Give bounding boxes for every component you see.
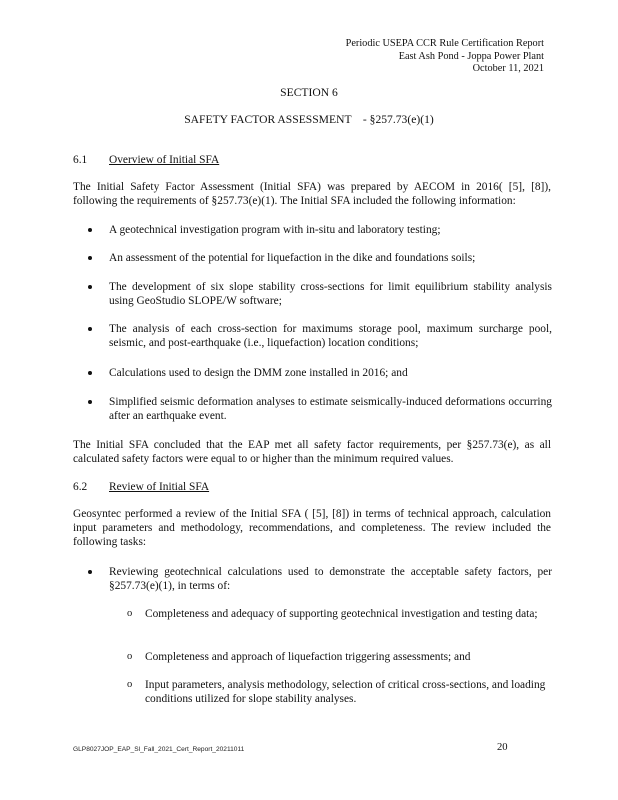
sub-bullet-marker: o xyxy=(127,651,133,662)
s62-sub-item-3-text: Input parameters, analysis methodology, selection of critical cross-sections, and loading conditions utilized for slope stability analyses. xyxy=(145,679,546,705)
s62-sub-item-1 xyxy=(127,607,552,621)
s61-bullet-5 xyxy=(88,366,552,380)
section-title: SECTION 6 xyxy=(280,86,338,99)
sub-bullet-marker: o xyxy=(127,608,133,619)
bullet-icon xyxy=(88,371,92,375)
s61-bullet-5-text: Calculations used to design the DMM zone installed in 2016; and xyxy=(109,367,408,379)
heading-6-1-title: Overview of Initial SFA xyxy=(109,154,220,166)
s61-bullet-3-text: The development of six slope stability cross-sections for limit equilibrium stability analysis using GeoStudio SLOPE/W software; xyxy=(109,281,552,307)
s62-bullet-1 xyxy=(88,565,552,593)
heading-6-2-title: Review of Initial SFA xyxy=(109,481,210,493)
s61-bullet-2-text: An assessment of the potential for liquefaction in the dike and foundations soils; xyxy=(109,252,476,264)
s62-intro-paragraph: Geosyntec performed a review of the Initial SFA ( [5], [8]) in terms of technical approach, calculation input parameters and methodology, recommendations, and completeness. The review included the following tasks: xyxy=(73,508,551,548)
sub-bullet-marker: o xyxy=(127,679,133,690)
s61-bullet-1-text: A geotechnical investigation program with in-situ and laboratory testing; xyxy=(109,224,441,236)
s62-sub-item-2-text: Completeness and approach of liquefaction triggering assessments; and xyxy=(145,651,471,663)
s61-bullet-6 xyxy=(88,395,552,423)
s62-sub-item-2 xyxy=(127,650,552,664)
s62-sub-item-3 xyxy=(127,678,552,706)
s62-sub-item-1-text: Completeness and adequacy of supporting geotechnical investigation and testing data; xyxy=(145,608,538,620)
heading-6-2-number: 6.2 xyxy=(73,481,88,493)
s62-bullet-1-text: Reviewing geotechnical calculations used to demonstrate the acceptable safety factors, per §257.73(e)(1), in terms of: xyxy=(109,566,552,592)
s61-bullet-3 xyxy=(88,280,552,308)
s61-bullet-1 xyxy=(88,223,552,237)
footer-page-number: 20 xyxy=(497,742,508,753)
s61-bullet-2 xyxy=(88,251,552,265)
bullet-icon xyxy=(88,400,92,404)
heading-6-1 xyxy=(73,153,219,167)
header-report-title: Periodic USEPA CCR Rule Certification Report xyxy=(345,38,544,49)
bullet-icon xyxy=(88,256,92,260)
heading-6-1-number: 6.1 xyxy=(73,154,88,166)
s61-conclusion-paragraph: The Initial SFA concluded that the EAP met all safety factor requirements, per §257.73(e), as all calculated safety factors were equal to or higher than the minimum required values. xyxy=(73,439,551,465)
section-subtitle: SAFETY FACTOR ASSESSMENT - §257.73(e)(1) xyxy=(184,113,434,126)
s61-bullet-4 xyxy=(88,322,552,350)
heading-6-2 xyxy=(73,480,209,494)
bullet-icon xyxy=(88,228,92,232)
running-header xyxy=(346,38,544,76)
bullet-icon xyxy=(88,327,92,331)
bullet-icon xyxy=(88,570,92,574)
s61-bullet-6-text: Simplified seismic deformation analyses to estimate seismically-induced deformations occurring after an earthquake event. xyxy=(109,396,552,422)
bullet-icon xyxy=(88,285,92,289)
header-site: East Ash Pond - Joppa Power Plant xyxy=(398,50,544,62)
s61-intro-paragraph: The Initial Safety Factor Assessment (Initial SFA) was prepared by AECOM in 2016( [5], [8]), following the requirements of §257.73(e)(1). The Initial SFA included the following information: xyxy=(73,181,551,207)
s61-bullet-4-text: The analysis of each cross-section for maximums storage pool, maximum surcharge pool, seismic, and post-earthquake (i.e., liquefaction) location conditions; xyxy=(109,323,552,349)
header-date: October 11, 2021 xyxy=(472,63,544,75)
footer-document-id: GLP8027JOP_EAP_Sl_Fall_2021_Cert_Report_20211011 xyxy=(73,746,245,753)
